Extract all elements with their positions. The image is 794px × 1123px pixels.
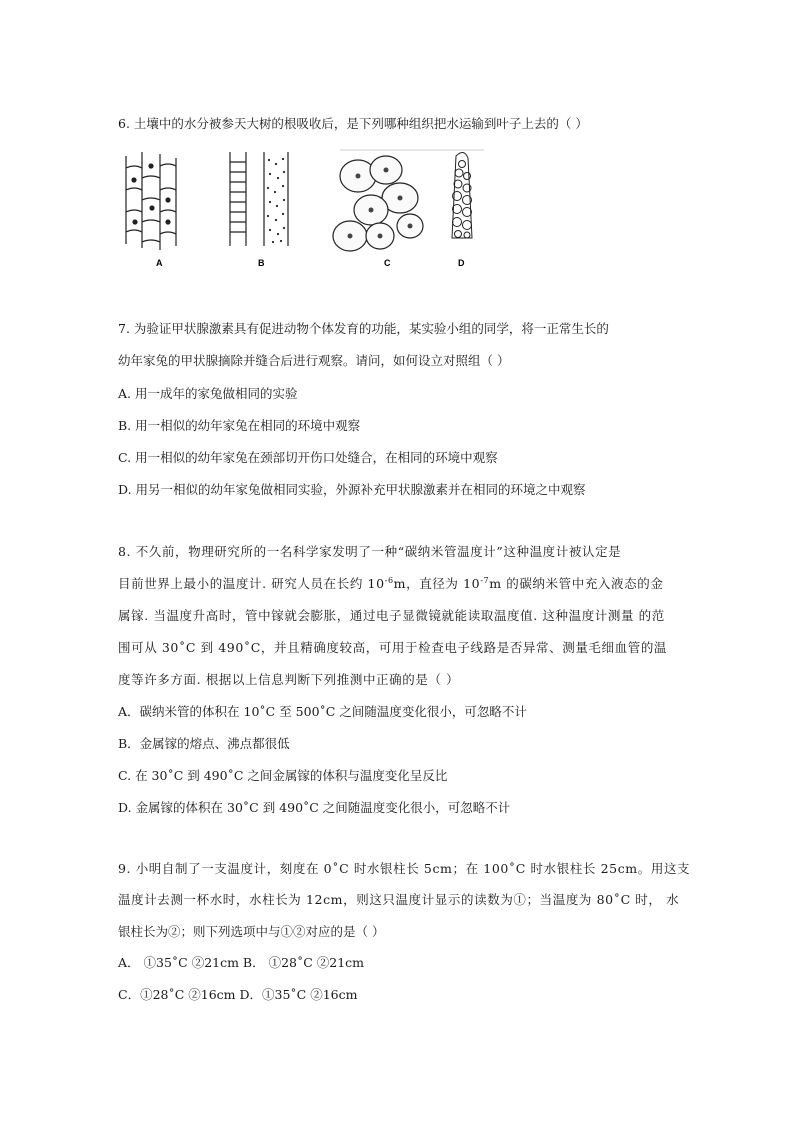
figure-label-d: D: [458, 258, 465, 268]
question-6-text: 6. 土壤中的水分被参天大树的根吸收后，是下列哪种组织把水运输到叶子上去的（ ）: [118, 116, 588, 131]
question-7-option-b: B. 用一相似的幼年家兔在相同的环境中观察: [118, 418, 361, 433]
question-8-option-b: B．金属镓的熔点、沸点都很低: [118, 736, 290, 751]
question-8-line-2-text-b: m，直径为 10: [393, 576, 481, 591]
question-7-line-2: 幼年家兔的甲状腺摘除并缝合后进行观察。请问，如何设立对照组（ ）: [118, 353, 510, 368]
question-8-line-2-text-a: 目前世界上最小的温度计. 研究人员在长约 10: [118, 576, 385, 591]
plant-tissue-illustration: [118, 146, 488, 276]
question-8-line-5: 度等许多方面. 根据以上信息判断下列推测中正确的是（ ）: [118, 672, 460, 687]
figure-label-b: B: [258, 258, 265, 268]
question-9-line-2: 温度计去测一杯水时，水柱长为 12cm，则这只温度计显示的读数为①；当温度为 80˚C 时， 水: [118, 892, 680, 907]
figure-label-c: C: [384, 258, 391, 268]
figure-a-cells: [126, 152, 176, 250]
question-8-option-d: D. 金属镓的体积在 30˚C 到 490˚C 之间随温度变化很小，可忽略不计: [118, 800, 511, 815]
question-8-line-1: 8. 不久前，物理研究所的一名科学家发明了一种“碳纳米管温度计”这种温度计被认定是: [118, 544, 622, 559]
question-9-options-line-1: A． ①35˚C ②21cm B． ①28˚C ②21cm: [118, 955, 365, 970]
question-8-option-c: C. 在 30˚C 到 490˚C 之间金属镓的体积与温度变化呈反比: [118, 768, 448, 783]
question-8-line-4: 围可从 30˚C 到 490˚C，并且精确度较高，可用于检查电子线路是否异常、测量毛细血管的温: [118, 640, 668, 655]
question-6-figure: [118, 146, 488, 276]
question-7-line-1: 7. 为验证甲状腺激素具有促进动物个体发育的功能，某实验小组的同学，将一正常生长的: [118, 321, 609, 336]
question-9-line-1: 9. 小明自制了一支温度计，刻度在 0˚C 时水银柱长 5cm；在 100˚C 时水银柱长 25cm。用这支: [118, 861, 691, 876]
question-8-line-2: [118, 576, 663, 592]
figure-d-cells: [452, 152, 472, 238]
question-9-options-line-2: C．①28˚C ②16cm D．①35˚C ②16cm: [118, 987, 358, 1002]
question-8-exponent-1: -6: [384, 576, 394, 585]
figure-b-pits: [267, 158, 285, 243]
question-8-line-2-text-c: m 的碳纳米管中充入液态的金: [489, 576, 664, 591]
figure-b-vessels: [230, 152, 288, 246]
question-8-option-a: A．碳纳米管的体积在 10˚C 至 500˚C 之间随温度变化很小，可忽略不计: [118, 704, 527, 719]
question-9-line-3: 银柱长为②；则下列选项中与①②对应的是（ ）: [118, 924, 385, 939]
question-7-option-c: C. 用一相似的幼年家兔在颈部切开伤口处缝合，在相同的环境中观察: [118, 450, 498, 465]
figure-label-a: A: [156, 258, 163, 268]
question-7-option-a: A. 用一成年的家兔做相同的实验: [118, 386, 298, 401]
question-8-exponent-2: -7: [480, 576, 490, 585]
question-8-line-3: 属镓. 当温度升高时，管中镓就会膨胀，通过电子显微镜就能读取温度值. 这种温度计测量 的范: [118, 608, 665, 623]
question-7-option-d: D. 用另一相似的幼年家兔做相同实验，外源补充甲状腺激素并在相同的环境之中观察: [118, 482, 586, 497]
